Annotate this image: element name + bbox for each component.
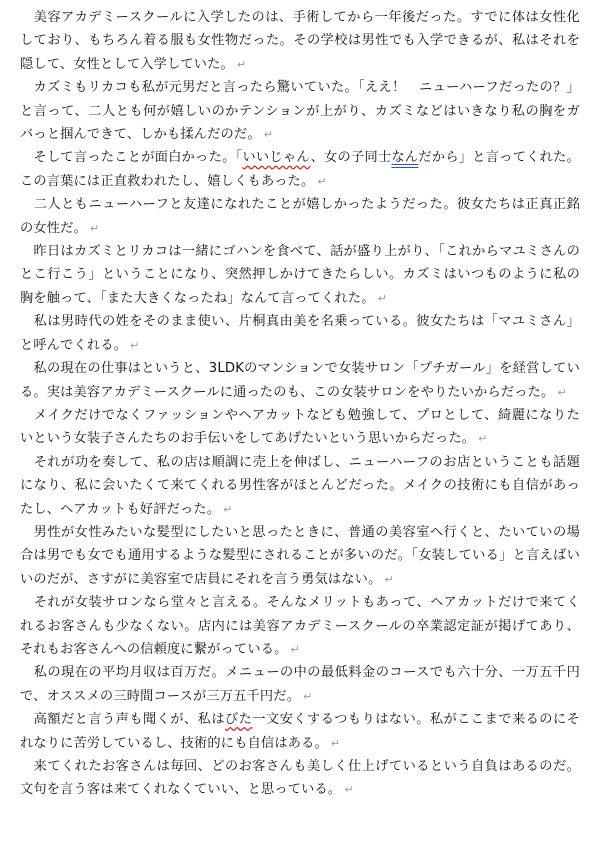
paragraph[interactable] (20, 6, 580, 76)
paragraph-text: 私の現在の仕事はというと、3LDKのマンションで女装サロン「プチガール」を経営している。実は美容アカデミースクールに通ったのも、この女装サロンをやりたいからだった。 (20, 361, 580, 400)
spellcheck-flagged-text: いいじゃん (242, 150, 311, 166)
paragraph-text: 高額だと言う声も聞くが、私は (20, 712, 226, 728)
paragraph-text: 昨日はカズミとリカコは一緒にゴハンを食べて、話が盛り上がり、「これからマユミさんのとこ行こう」ということになり、突然押しかけてきたらしい。カズミはいつものように私の胸を触って、「また大きくなったね」なんて言ってくれた。 (20, 244, 580, 306)
paragraph-text: 私の現在の平均月収は百万だ。メニューの中の最低料金のコースでも六十分、一万五千円で、オススメの三時間コースが三万五千円だ。 (20, 665, 580, 704)
paragraph[interactable] (20, 708, 580, 755)
paragraph-text: それが功を奏して、私の店は順調に売上を伸ばし、ニューハーフのお店ということも話題になり、私に会いたくて来てくれる男性客がほとんどだった。メイクの技術にも自信があったし、ヘアカットも好評だった。 (20, 454, 580, 517)
paragraph[interactable] (20, 521, 580, 591)
paragraph[interactable] (20, 310, 580, 357)
paragraph[interactable] (20, 240, 580, 310)
paragraph-text: それが女装サロンなら堂々と言える。そんなメリットもあって、ヘアカットだけで来てくれるお客さんも少なくない。店内には美容アカデミースクールの卒業認定証が掲げてあり、それもお客さんへの信頼度に繋がっている。 (20, 595, 580, 657)
grammar-flagged-text: なん (391, 150, 419, 166)
paragraph-text: そして言ったことが面白かった。「 (20, 150, 243, 166)
paragraph-text: 美容アカデミースクールに入学したのは、手術してから一年後だった。すでに体は女性化しており、もちろん着る服も女性物だった。その学校は男性でも入学できるが、私はそれを隠して、女性として入学していた。 (20, 10, 580, 72)
paragraph[interactable] (20, 76, 580, 146)
paragraph[interactable] (20, 193, 580, 240)
paragraph-text: だから」と言ってくれた。この言葉には正直救われたし、嬉しくもあった。 (20, 150, 580, 189)
paragraph[interactable] (20, 451, 580, 521)
paragraph[interactable] (20, 357, 580, 404)
spellcheck-flagged-text: びた (225, 712, 253, 728)
paragraph-text: 二人ともニューハーフと友達になれたことが嬉しかったようだった。彼女たちは正真正銘の女性だ。 (20, 197, 580, 236)
paragraph-text: カズミもリカコも私が元男だと言ったら驚いていた。「ええ！ ニューハーフだったの？」と言って、二人とも何が嬉しいのかテンションが上がり、カズミなどはいきなり私の胸をガバっと掴んできて、しかも揉んだのだ。 (20, 80, 580, 143)
paragraph-text: メイクだけでなくファッションやヘアカットなども勉強して、プロとして、綺麗になりたいという女装子さんたちのお手伝いをしてあげたいという思いからだった。 (20, 407, 580, 447)
paragraph[interactable] (20, 755, 580, 802)
paragraph[interactable] (20, 404, 580, 451)
paragraph-text: 来てくれたお客さんは毎回、どのお客さんも美しく仕上げているという自負はあるのだ。文句を言う客は来てくれなくていい、と思っている。 (20, 759, 580, 798)
paragraph-text: 私は男時代の姓をそのまま使い、片桐真由美を名乗っている。彼女たちは「マユミさん」と呼んでくれる。 (20, 314, 580, 353)
paragraph[interactable] (20, 661, 580, 708)
paragraph-text: 一文安くするつもりはない。私がここまで来るのにそれなりに苦労しているし、技術的にも自信はある。 (20, 712, 581, 751)
paragraph-text: 男性が女性みたいな髪型にしたいと思ったときに、普通の美容室へ行くと、たいていの場合は男でも女でも通用するような髪型にされることが多いのだ。「女装している」と言えばいいのだが、さすがに美容室で店員にそれを言う勇気はない。 (20, 524, 580, 587)
paragraph[interactable] (20, 591, 580, 661)
paragraph-text: 、女の子同士 (310, 150, 392, 166)
paragraph[interactable] (20, 146, 580, 193)
